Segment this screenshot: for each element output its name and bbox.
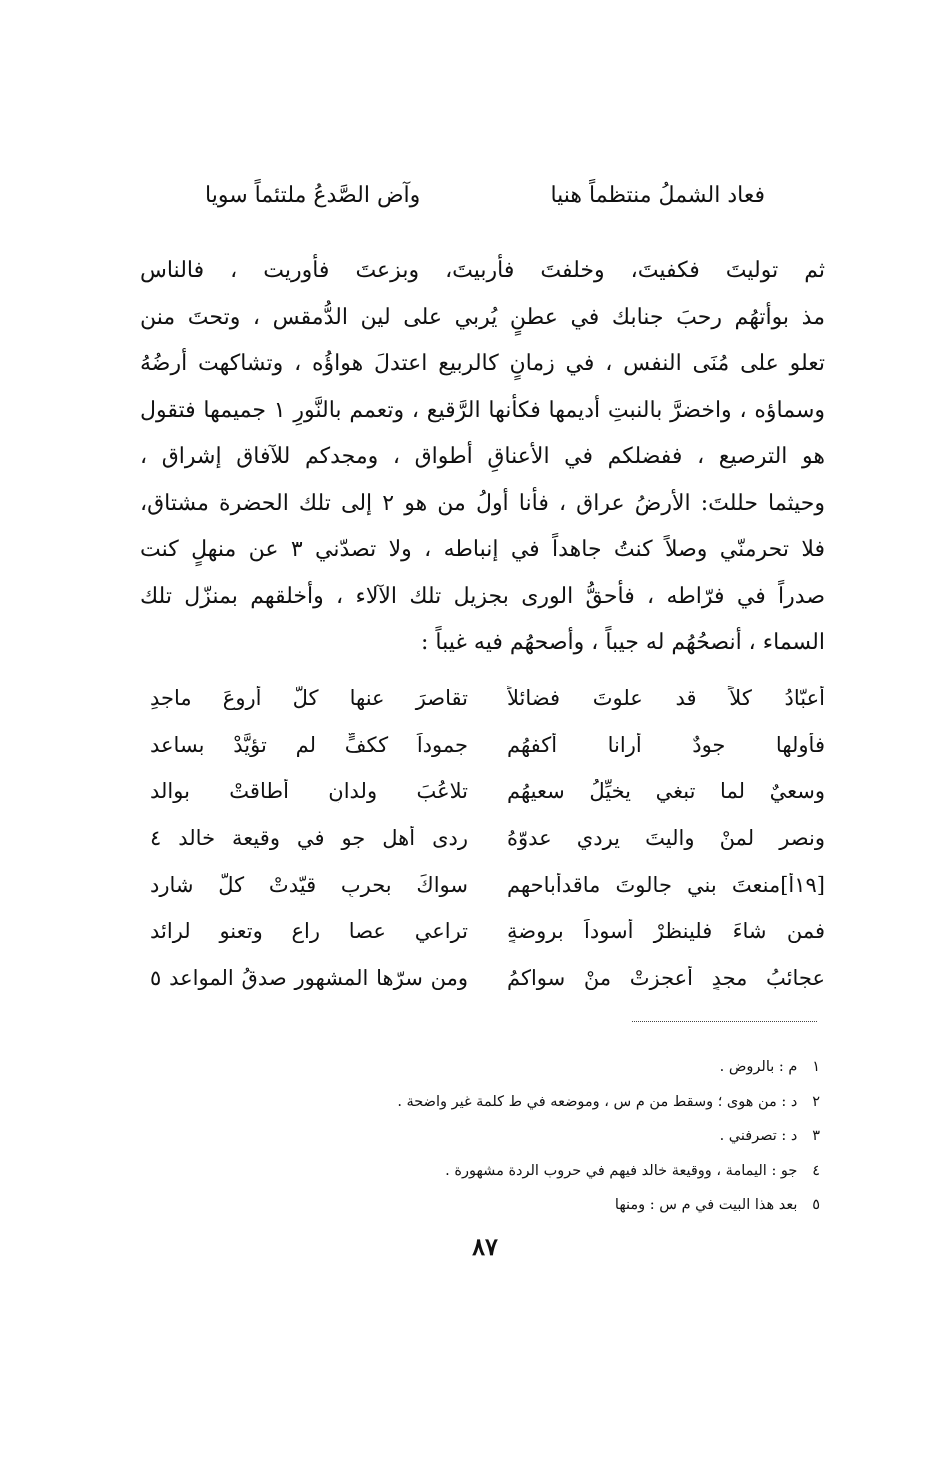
poem-second-hemistich: تقاصرَ عنها كلُّ أروعَ ماجدِ xyxy=(150,686,468,711)
verse-first-hemistich: فعاد الشملُ منتظماً هنيا xyxy=(550,182,765,208)
footnotes xyxy=(260,1050,820,1223)
poem-second-hemistich: جموداً ككفٍّ لم تؤيَّدْ بساعد xyxy=(150,732,468,757)
footnote-number: ٥ xyxy=(812,1197,820,1213)
poem-second-hemistich: سواكَ بحربٍ قيّدتْ كلَّ شارد xyxy=(150,872,468,897)
footnote-text: جو : اليمامة ، ووقيعة خالد فيهم في حروب الردة مشهورة . xyxy=(445,1162,798,1179)
poem-first-hemistich: ونصر لمنْ واليتَ يردي عدوّهُ xyxy=(507,826,825,851)
footnote xyxy=(260,1188,820,1223)
footnote-number: ١ xyxy=(812,1059,820,1075)
poem-second-hemistich: ومن سرّها المشهورِ صدقُ المواعد ٥ xyxy=(150,965,468,990)
opening-verse xyxy=(205,170,765,220)
poem-first-hemistich: [١٩أ]منعتَ بني جالوتَ ماقدأباحهم xyxy=(507,872,825,897)
poem-second-hemistich: تراعي عصا راعٍ وتعنو لرائد xyxy=(150,919,468,944)
footnote-text: م : بالروض . xyxy=(719,1059,798,1075)
poem-verse xyxy=(150,955,825,1002)
prose-line: ثم توليتَ فكفيتَ، وخلفتَ فأربيتَ، وبزعتَ فأوريت ، فالناس xyxy=(140,258,825,283)
poem-first-hemistich: وسعيٌ لما تبغي يخيِّلُ سعيهُم xyxy=(507,779,825,804)
prose-line: وحيثما حللتَ: الأرضُ عراق ، فأنا أولُ من هو ٢ إلى تلك الحضرة مشتاق، xyxy=(140,490,825,516)
footnote-number: ٣ xyxy=(812,1128,820,1144)
poem-first-hemistich: فأولها جودٌ أرانا أكفهُم xyxy=(507,732,825,757)
poem-second-hemistich: ردى أهل جوٍ في وقيعة خالد ٤ xyxy=(150,826,468,851)
prose-line: وسماؤه ، واخضرَّ بالنبتِ أديمها فكأنها الرَّقيع ، وتعمم بالنَّورِ ١ جميمها فتقول xyxy=(140,397,825,423)
prose-line: تعلو على مُنَى النفس ، في زمانٍ كالربيع اعتدلَ هواؤُه ، وتشاكهت أرضُهُ xyxy=(140,351,825,376)
footnote xyxy=(260,1085,820,1120)
footnote-divider xyxy=(632,1021,817,1022)
page-number: ٨٧ xyxy=(472,1232,498,1261)
poem-verse xyxy=(150,675,825,722)
footnote xyxy=(260,1050,820,1085)
prose-line: هو الترصيع ، ففضلكم في الأعناقِ أطواق ، ومجدكم للآفاق إشراق ، xyxy=(140,444,825,469)
poem-verse xyxy=(150,768,825,815)
poem xyxy=(150,675,825,1001)
poem-first-hemistich: أعبّادُ كلاً قد علوتَ فضائلاً xyxy=(507,686,825,711)
footnote-text: د : من هوى ؛ وسقط من م س ، وموضعه في ط كلمة غير واضحة . xyxy=(397,1093,798,1110)
poem-first-hemistich: عجائبُ مجدٍ أعجزتْ منْ سواكمُ xyxy=(507,965,825,990)
poem-verse xyxy=(150,908,825,955)
prose-line: مذ بوأتهُم رحبَ جنابك في عطنٍ يُربي على لين الدُّمقس ، وتحتَ منن xyxy=(140,304,825,330)
footnote-text: د : تصرفني . xyxy=(719,1128,798,1144)
prose-paragraph xyxy=(140,248,825,667)
footnote xyxy=(260,1119,820,1154)
poem-second-hemistich: تلاعُبَ ولدانٍ أطاقتْ بوالد xyxy=(150,779,468,804)
verse-second-hemistich: وآض الصَّدعُ ملتئماً سويا xyxy=(205,182,421,208)
poem-verse xyxy=(150,722,825,769)
prose-line: السماء ، أنصحُهُم له جيباً ، وأصحهُم فيه غيباً : xyxy=(421,630,825,655)
poem-verse xyxy=(150,861,825,908)
prose-line: فلا تحرمنّي وصلاً كنتُ جاهداً في إنباطه ، ولا تصدّني ٣ عن منهلٍ كنت xyxy=(140,537,825,562)
poem-first-hemistich: فمن شاءَ فلينظرْ أسوداً بروضةٍ xyxy=(507,919,825,944)
footnote xyxy=(260,1154,820,1189)
footnote-text: بعد هذا البيت في م س : ومنها xyxy=(614,1197,798,1213)
prose-line: صدراً في فرّاطه ، فأحقُّ الورى بجزيل تلك الآلاء ، وأخلقهم بمنزّل تلك xyxy=(140,583,825,609)
poem-verse xyxy=(150,815,825,862)
footnote-number: ٤ xyxy=(812,1162,820,1179)
footnote-number: ٢ xyxy=(812,1093,820,1110)
